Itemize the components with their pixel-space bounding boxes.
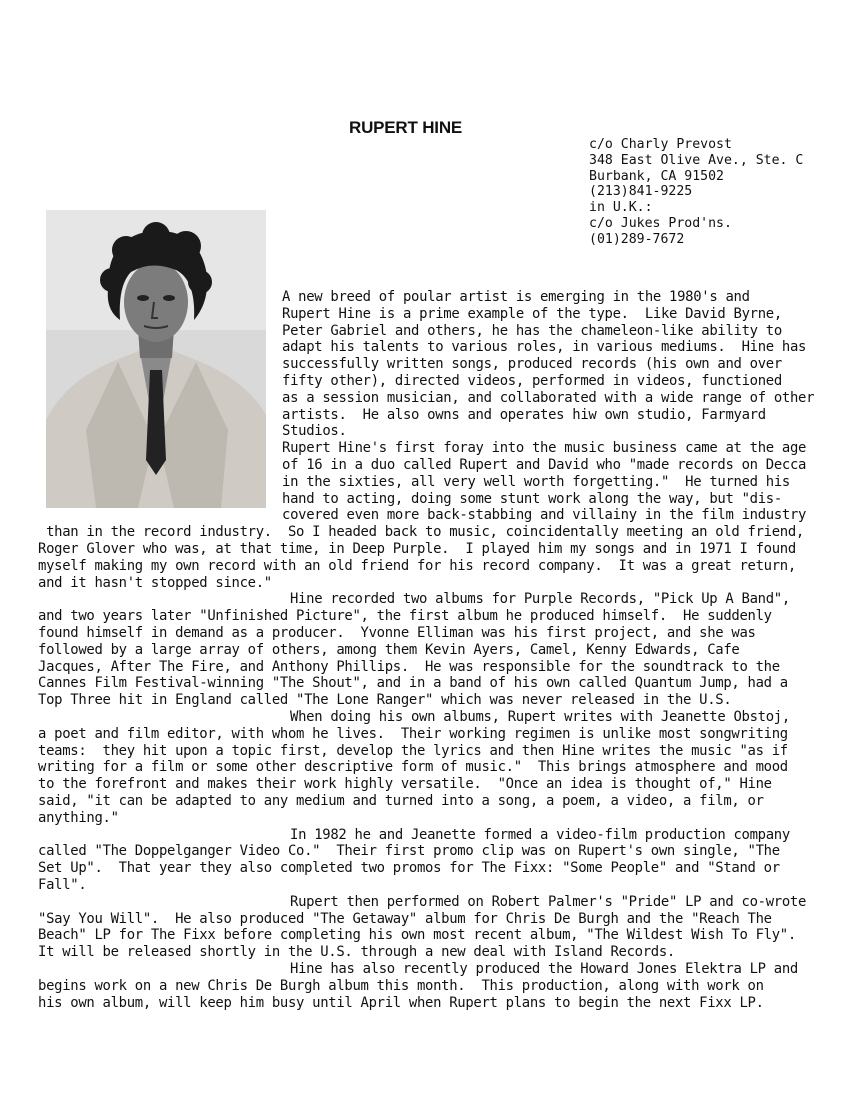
- body-line: When doing his own albums, Rupert writes with Jeanette Obstoj,: [290, 709, 790, 725]
- body-line: adapt his talents to various roles, in various mediums. Hine has: [282, 339, 807, 356]
- body-line: "Say You Will". He also produced "The Getaway" album for Chris De Burgh and the "Reach The: [38, 910, 772, 927]
- body-line: found himself in demand as a producer. Yvonne Elliman was his first project, and she was: [38, 625, 756, 641]
- body-line: Hine recorded two albums for Purple Records, "Pick Up A Band",: [290, 591, 790, 608]
- body-line: Beach" LP for The Fixx before completing his own most recent album, "The Wildest Wish To Fly".: [38, 927, 796, 944]
- body-line: as a session musician, and collaborated with a wide range of other: [282, 389, 815, 406]
- body-line: Set Up". That year they also completed two promos for The Fixx: "Some People" and "Stand or: [38, 860, 780, 877]
- contact-line: (01)289-7672: [589, 231, 685, 247]
- body-line: said, "it can be adapted to any medium and turned into a song, a poem, a video, a film, or: [38, 793, 764, 809]
- artist-photo: [46, 210, 266, 508]
- body-line: Studios.: [282, 423, 347, 440]
- body-line: begins work on a new Chris De Burgh album this month. This production, along with work on: [38, 977, 764, 994]
- contact-line: in U.K.:: [589, 200, 653, 216]
- body-line: In 1982 he and Jeanette formed a video-film production company: [290, 826, 790, 843]
- page-title: RUPERT HINE: [349, 118, 463, 137]
- body-line: called "The Doppelganger Video Co." Their first promo clip was on Rupert's own single, "The: [38, 843, 780, 860]
- body-line: anything.": [38, 809, 119, 826]
- body-line: Peter Gabriel and others, he has the chameleon-like ability to: [282, 322, 782, 339]
- body-line: to the forefront and makes their work highly versatile. "Once an idea is thought of," Hine: [38, 776, 772, 793]
- body-line: teams: they hit upon a topic first, develop the lyrics and then Hine writes the music "as if: [38, 742, 788, 759]
- contact-block: [589, 137, 803, 248]
- body-line: artists. He also owns and operates hiw own studio, Farmyard: [282, 406, 766, 423]
- body-line: fifty other), directed videos, performed in videos, functioned: [282, 373, 782, 389]
- body-line: covered even more back-stabbing and villainy in the film industry: [282, 507, 807, 524]
- contact-line: c/o Jukes Prod'ns.: [589, 215, 732, 231]
- body-line: Rupert then performed on Robert Palmer's "Pride" LP and co-wrote: [290, 893, 807, 910]
- body-line: Roger Glover who was, at that time, in Deep Purple. I played him my songs and in 1971 I found: [38, 541, 796, 557]
- body-line: A new breed of poular artist is emerging in the 1980's and: [282, 289, 750, 305]
- body-line: Jacques, After The Fire, and Anthony Phillips. He was responsible for the soundtrack to the: [38, 658, 780, 675]
- contact-line: 348 East Olive Ave., Ste. C: [589, 152, 804, 168]
- contact-line: Burbank, CA 91502: [589, 168, 724, 184]
- body-line: Fall".: [38, 877, 87, 893]
- body-line: his own album, will keep him busy until April when Rupert plans to begin the next Fixx LP.: [38, 994, 764, 1011]
- body-line: and it hasn't stopped since.": [38, 574, 272, 591]
- body-line: myself making my own record with an old friend for his record company. It was a great return,: [38, 557, 796, 574]
- body-line: It will be released shortly in the U.S. through a new deal with Island Records.: [38, 944, 675, 961]
- body-line: Hine has also recently produced the Howard Jones Elektra LP and: [290, 961, 798, 977]
- body-line: Top Three hit in England called "The Lone Ranger" which was never released in the U.S.: [38, 692, 732, 709]
- body-line: successfully written songs, produced records (his own and over: [282, 356, 782, 373]
- body-line: and two years later "Unfinished Picture", the first album he produced himself. He suddenly: [38, 608, 772, 625]
- body-line: writing for a film or some other descriptive form of music." This brings atmosphere and mood: [38, 759, 788, 776]
- body-line: of 16 in a duo called Rupert and David who "made records on Decca: [282, 457, 807, 473]
- body-line: than in the record industry. So I headed back to music, coincidentally meeting an old friend,: [38, 524, 804, 541]
- body-line: followed by a large array of others, among them Kevin Ayers, Camel, Kenny Edwards, Cafe: [38, 641, 740, 658]
- body-line: Rupert Hine's first foray into the music business came at the age: [282, 440, 807, 457]
- body-line: a poet and film editor, with whom he lives. Their working regimen is unlike most songwriting: [38, 725, 788, 742]
- body-line: Rupert Hine is a prime example of the type. Like David Byrne,: [282, 305, 782, 322]
- contact-line: c/o Charly Prevost: [589, 137, 732, 152]
- contact-line: (213)841-9225: [589, 184, 693, 200]
- body-line: in the sixties, all very well worth forgetting." He turned his: [282, 473, 790, 490]
- body-line: Cannes Film Festival-winning "The Shout", and in a band of his own called Quantum Jump, had a: [38, 675, 788, 692]
- body-line: hand to acting, doing some stunt work along the way, but "dis-: [282, 490, 782, 507]
